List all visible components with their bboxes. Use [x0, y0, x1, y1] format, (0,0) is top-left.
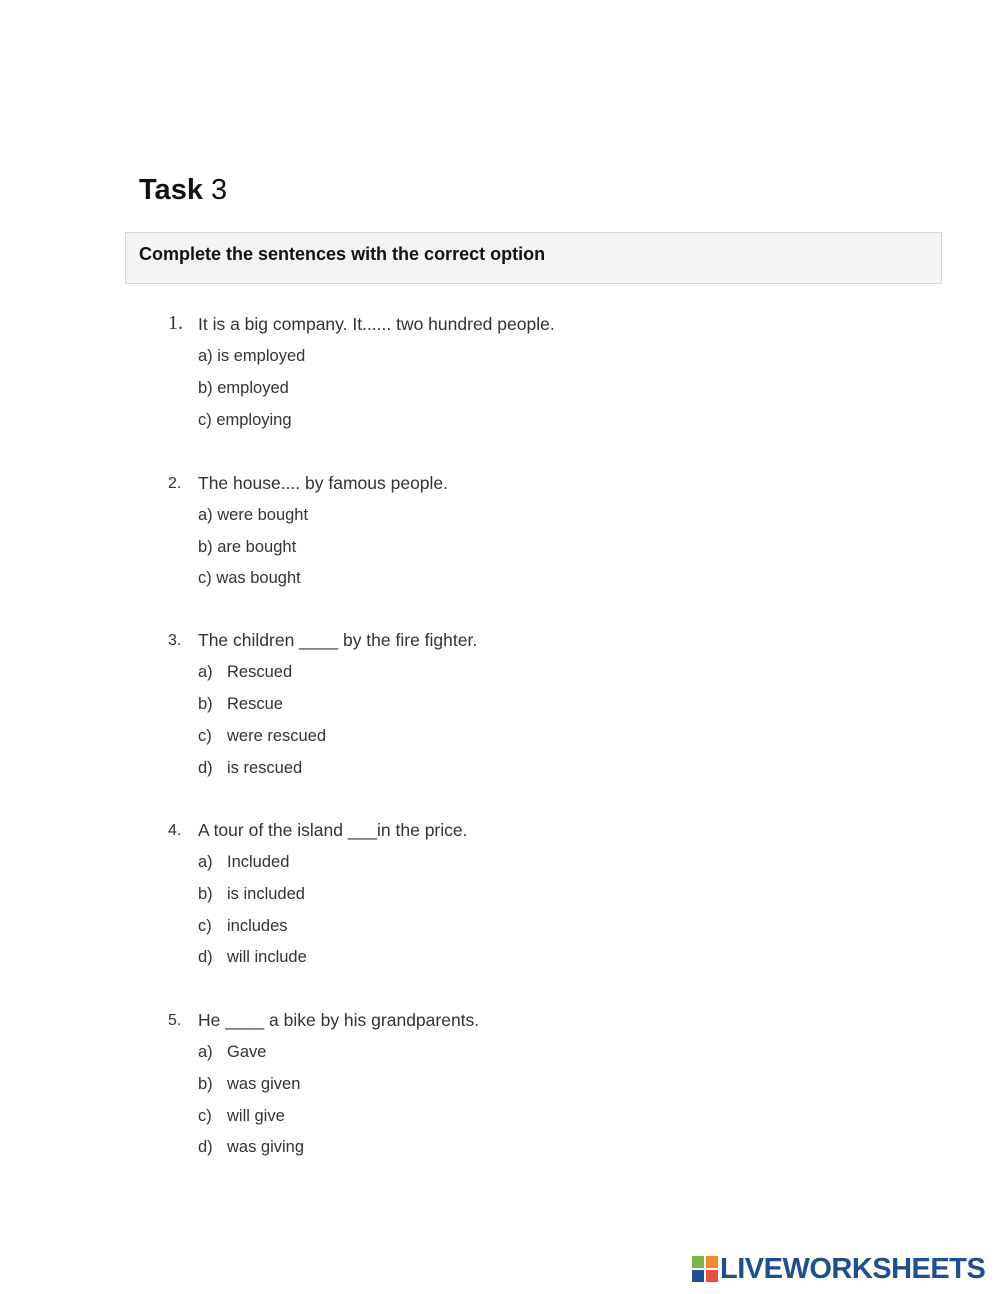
- option-label: Included: [227, 853, 290, 871]
- option-letter: d): [198, 1138, 213, 1156]
- question-text: The children ____ by the fire fighter.: [198, 630, 478, 650]
- question-number: 1.: [168, 312, 183, 334]
- option-letter: a): [198, 1043, 213, 1061]
- option-label: Rescued: [227, 663, 293, 681]
- option-label: Gave: [227, 1043, 267, 1061]
- page-title: [139, 174, 227, 207]
- task-number: 3: [211, 174, 228, 206]
- option-a: a) were bought: [198, 506, 309, 524]
- logo-mark-icon: [692, 1256, 718, 1282]
- option-letter: d): [198, 948, 213, 966]
- option-label: is rescued: [227, 759, 303, 777]
- option-c: c) employing: [198, 411, 292, 429]
- option-letter: c): [198, 727, 212, 745]
- option-letter: c): [198, 1107, 212, 1125]
- option-letter: a): [198, 853, 213, 871]
- option-letter: b): [198, 885, 213, 903]
- option-label: will give: [227, 1107, 285, 1125]
- question-number: 4.: [168, 822, 182, 839]
- question-text: A tour of the island ___in the price.: [198, 820, 468, 840]
- question-text: He ____ a bike by his grandparents.: [198, 1010, 480, 1030]
- instruction-box: [125, 232, 942, 284]
- question-number: 3.: [168, 632, 182, 649]
- option-label: was giving: [227, 1138, 305, 1156]
- option-c: c) was bought: [198, 569, 301, 587]
- question-number: 2.: [168, 475, 182, 492]
- question-text: It is a big company. It...... two hundred people.: [198, 314, 555, 334]
- option-label: will include: [227, 948, 307, 966]
- question-number: 5.: [168, 1012, 182, 1029]
- option-label: is included: [227, 885, 305, 903]
- option-b: b) are bought: [198, 538, 297, 556]
- option-b: b) employed: [198, 379, 289, 397]
- option-letter: b): [198, 1075, 213, 1093]
- option-letter: d): [198, 759, 213, 777]
- option-label: were rescued: [227, 727, 327, 745]
- liveworksheets-logo: [692, 1254, 985, 1284]
- option-a: a) is employed: [198, 347, 306, 365]
- option-label: Rescue: [227, 695, 283, 713]
- task-word: Task: [139, 174, 203, 206]
- instruction-text: Complete the sentences with the correct option: [139, 244, 546, 264]
- logo-text: LIVEWORKSHEETS: [720, 1253, 986, 1285]
- option-letter: a): [198, 663, 213, 681]
- question-text: The house.... by famous people.: [198, 473, 449, 493]
- option-label: includes: [227, 917, 288, 935]
- option-letter: b): [198, 695, 213, 713]
- option-label: was given: [227, 1075, 301, 1093]
- option-letter: c): [198, 917, 212, 935]
